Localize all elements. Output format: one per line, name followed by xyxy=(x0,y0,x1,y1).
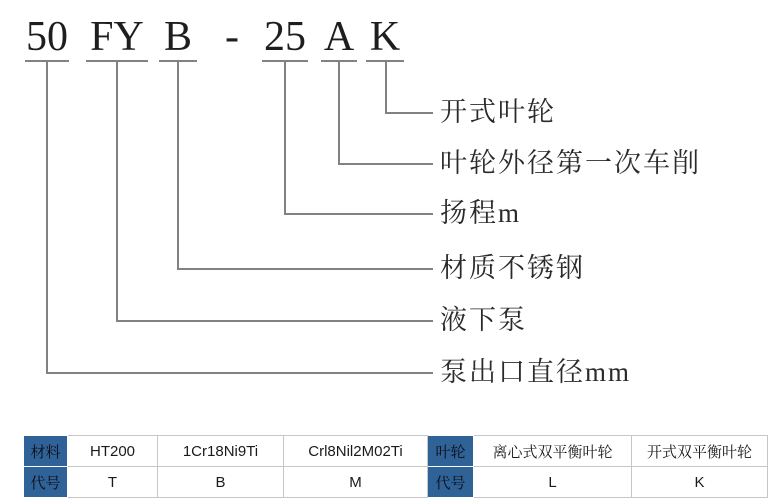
cell-impeller-header: 叶轮 xyxy=(428,436,474,467)
cell-material-header: 材料 xyxy=(24,436,68,467)
code-segment-fy: FY xyxy=(90,14,144,60)
cell-code-header-left: 代号 xyxy=(24,467,68,498)
connector-vertical-b xyxy=(177,61,179,268)
connector-horizontal-fy xyxy=(116,320,433,322)
cell-code-t: T xyxy=(68,467,158,498)
code-segment-b: B xyxy=(163,14,192,60)
cell-impeller-centrifugal: 离心式双平衡叶轮 xyxy=(474,436,632,467)
cell-code-header-right: 代号 xyxy=(428,467,474,498)
cell-material-1cr18ni9ti: 1Cr18Ni9Ti xyxy=(158,436,284,467)
callout-submerged-pump: 液下泵 xyxy=(440,305,527,335)
connector-horizontal-25 xyxy=(284,213,433,215)
connector-vertical-k xyxy=(385,61,387,112)
cell-code-l: L xyxy=(474,467,632,498)
callout-outlet-diameter-mm: 泵出口直径mm xyxy=(440,357,632,387)
callout-impeller-od-first-turn: 叶轮外径第一次车削 xyxy=(440,148,701,178)
code-segment-k: K xyxy=(369,14,401,60)
connector-vertical-25 xyxy=(284,61,286,213)
connector-horizontal-b xyxy=(177,268,433,270)
connector-horizontal-k xyxy=(385,112,433,114)
callout-open-impeller: 开式叶轮 xyxy=(440,97,556,127)
cell-impeller-open: 开式双平衡叶轮 xyxy=(632,436,768,467)
connector-horizontal-a xyxy=(338,163,433,165)
code-segment-hyphen: - xyxy=(225,14,239,60)
material-code-table xyxy=(23,435,768,498)
cell-code-b: B xyxy=(158,467,284,498)
table-row-codes xyxy=(24,467,768,498)
table-row-materials xyxy=(24,436,768,467)
connector-vertical-a xyxy=(338,61,340,163)
cell-code-m: M xyxy=(284,467,428,498)
callout-stainless-material: 材质不锈钢 xyxy=(440,253,585,283)
cell-material-ht200: HT200 xyxy=(68,436,158,467)
cell-code-k: K xyxy=(632,467,768,498)
code-segment-a: A xyxy=(323,14,355,60)
callout-head-m: 扬程m xyxy=(440,198,522,228)
code-segment-25: 25 xyxy=(264,14,306,60)
code-segment-50: 50 xyxy=(26,14,68,60)
connector-vertical-fy xyxy=(116,61,118,320)
connector-horizontal-50 xyxy=(46,372,433,374)
cell-material-crl8nil2m02ti: Crl8Nil2M02Ti xyxy=(284,436,428,467)
connector-vertical-50 xyxy=(46,61,48,372)
